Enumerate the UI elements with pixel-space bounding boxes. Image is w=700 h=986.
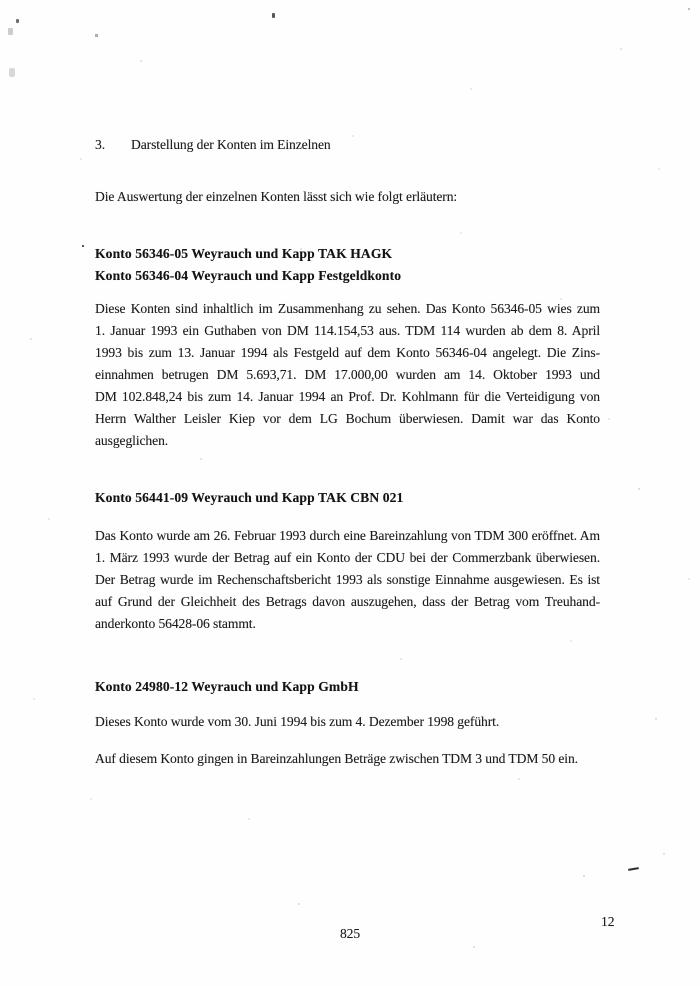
text-line: einnahmen betrugen DM 5.693,71. DM 17.000,00 wurden am 14. Oktober 1993 und [95, 367, 600, 382]
section-number: 3. [95, 137, 105, 152]
scan-noise [0, 0, 2, 2]
paragraph-account-24980-line1: Dieses Konto wurde vom 30. Juni 1994 bis zum 4. Dezember 1998 geführt. [95, 714, 500, 729]
paragraph-account-24980-line2: Auf diesem Konto gingen in Bareinzahlungen Beträge zwischen TDM 3 und TDM 50 ein. [95, 751, 578, 766]
text-line: Diese Konten sind inhaltlich im Zusammenhang zu sehen. Das Konto 56346-05 wies zum [95, 301, 600, 316]
account-headings-group [95, 243, 401, 287]
scan-speck [272, 13, 275, 18]
account-heading: Konto 56441-09 Weyrauch und Kapp TAK CBN 021 [95, 490, 404, 505]
section-heading [95, 137, 331, 152]
paragraph-account-56346 [95, 298, 600, 452]
text-line: 1. Januar 1993 ein Guthaben von DM 114.154,53 aus. TDM 114 wurden ab dem 8. April [95, 323, 600, 338]
scan-speck [95, 34, 98, 37]
section-title: Darstellung der Konten im Einzelnen [131, 137, 331, 152]
scan-dash-mark [628, 867, 639, 871]
intro-paragraph: Die Auswertung der einzelnen Konten lässt sich wie folgt erläutern: [95, 189, 458, 204]
account-heading: Konto 56346-05 Weyrauch und Kapp TAK HAGK [95, 246, 393, 261]
scan-speck [16, 19, 19, 23]
text-line: Herrn Walther Leisler Kiep vor dem LG Bochum überwiesen. Damit war das Konto [95, 411, 600, 426]
text-line: 1993 bis zum 13. Januar 1994 als Festgeld auf dem Konto 56346-04 angelegt. Die Zins- [95, 345, 600, 360]
text-line: Der Betrag wurde im Rechenschaftsbericht 1993 als sonstige Einnahme ausgewiesen. Es ist [95, 572, 600, 587]
text-line: Das Konto wurde am 26. Februar 1993 durch eine Bareinzahlung von TDM 300 eröffnet. Am [95, 528, 600, 543]
scan-speck [9, 68, 15, 77]
page-number-right: 12 [601, 914, 615, 929]
account-heading: Konto 56346-04 Weyrauch und Kapp Festgeldkonto [95, 268, 402, 283]
page-number-center: 825 [339, 926, 361, 941]
text-line: ausgeglichen. [95, 433, 169, 448]
text-line: auf Grund der Gleichheit des Betrags davon auszugehen, dass der Betrag vom Treuhand- [95, 594, 600, 609]
text-line: anderkonto 56428-06 stammt. [95, 616, 256, 631]
scan-speck [8, 28, 13, 35]
account-heading: Konto 24980-12 Weyrauch und Kapp GmbH [95, 679, 359, 694]
scan-speck [82, 245, 84, 247]
paragraph-account-56441 [95, 525, 600, 635]
text-line: 1. März 1993 wurde der Betrag auf ein Konto der CDU bei der Commerzbank überwiesen. [95, 550, 600, 565]
text-line: DM 102.848,24 bis zum 14. Januar 1994 an Prof. Dr. Kohlmann für die Verteidigung von [95, 389, 600, 404]
